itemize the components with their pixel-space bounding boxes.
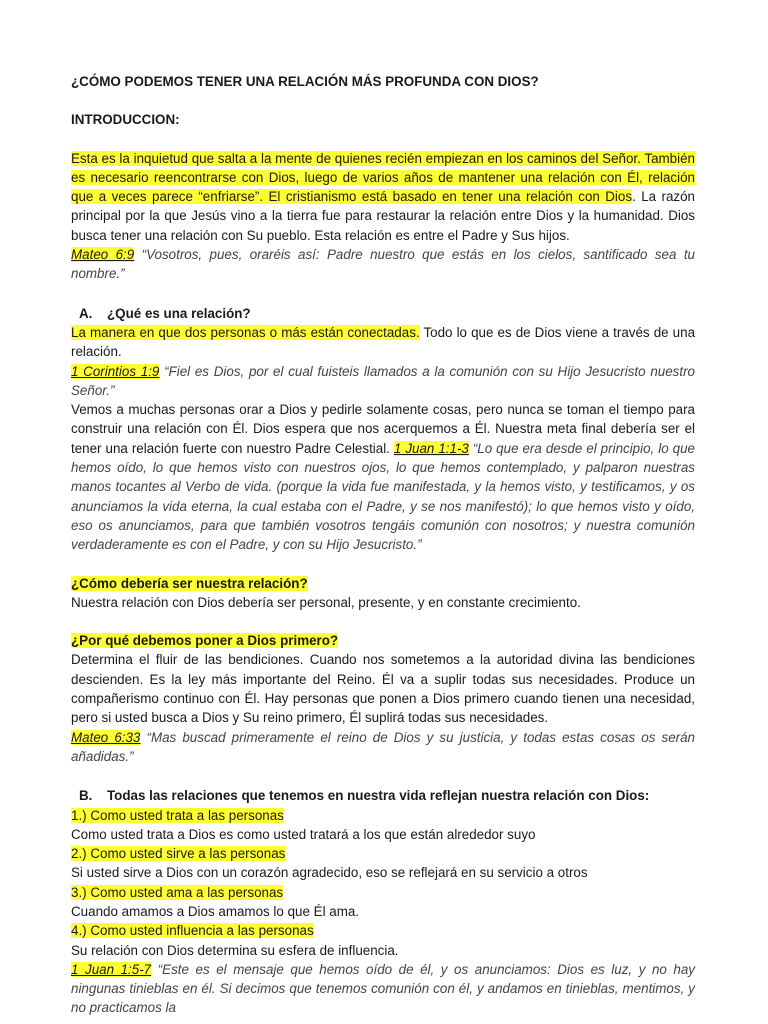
list-item-label: 1.) Como usted trata a las personas — [71, 807, 284, 823]
list-item-text: Su relación con Dios determina su esfera de influencia. — [71, 942, 399, 958]
question-2-verse-text: “Mas buscad primeramente el reino de Dios y su justicia, y todas estas cosas os serán añadidas.” — [71, 729, 696, 764]
section-b-letter: B. — [79, 788, 93, 804]
section-a-verse-1 — [71, 362, 695, 401]
intro-verse — [71, 245, 695, 284]
list-item — [71, 806, 695, 825]
section-b-verse-text: “Este es el mensaje que hemos oído de él, y os anunciamos: Dios es luz, y no hay ningunas tinieblas en él. Si decimos que tenemos comunión con él, y andamos en tinieblas, mentimos, y no practicamos la — [71, 961, 695, 1016]
intro-heading: INTRODUCCION: — [71, 112, 180, 128]
list-item-label: 4.) Como usted influencia a las personas — [71, 923, 314, 939]
page-title: ¿CÓMO PODEMOS TENER UNA RELACIÓN MÁS PROFUNDA CON DIOS? — [71, 74, 539, 89]
section-a-letter: A. — [79, 305, 93, 321]
section-a-verse-2-reference: 1 Juan 1:1-3 — [393, 440, 469, 456]
section-a-heading — [71, 304, 695, 323]
section-a-paragraph-1 — [71, 323, 695, 362]
section-a-text-2: Vemos a muchas personas orar a Dios y pedirle solamente cosas, pero nunca se toman el tiempo para construir una relación con Él. Dios espera que nos acerquemos a Él. Nuestra meta final debería ser el tener una relación fuerte con nuestro Padre Celestial. — [71, 402, 695, 456]
list-item-label: 3.) Como usted ama a las personas — [71, 884, 284, 900]
section-b-verse-reference: 1 Juan 1:5-7 — [71, 961, 152, 977]
section-a-highlighted-text: La manera en que dos personas o más están conectadas. — [71, 324, 420, 340]
intro-verse-reference: Mateo 6:9 — [71, 247, 135, 263]
section-b-verse — [71, 960, 695, 1018]
section-b-heading — [71, 786, 695, 805]
question-2-verse — [71, 728, 695, 767]
list-item — [71, 883, 695, 902]
list-item — [71, 844, 695, 863]
list-item-text: Cuando amamos a Dios amamos lo que Él ama. — [71, 903, 360, 919]
intro-highlighted-text: Esta es la inquietud que salta a la mente de quienes recién empiezan en los caminos del Señor. También es necesario reencontrarse con Dios, luego de varios años de mantener una relación con Él, relación que a veces parece “enfriarse”. El cristianismo está basado en tener una relación con Dios — [71, 150, 695, 205]
list-item — [71, 921, 695, 940]
answer-1: Nuestra relación con Dios debería ser personal, presente, y en constante crecimiento. — [71, 594, 581, 610]
section-a-verse-1-reference: 1 Corintios 1:9 — [71, 363, 160, 379]
list-item-label: 2.) Como usted sirve a las personas — [71, 846, 286, 862]
section-a-verse-1-text: “Fiel es Dios, por el cual fuisteis llamados a la comunión con su Hijo Jesucristo nuestro Señor.” — [71, 363, 695, 398]
question-1: ¿Cómo debería ser nuestra relación? — [71, 575, 308, 591]
question-2: ¿Por qué debemos poner a Dios primero? — [71, 633, 339, 649]
intro-text: . La razón principal por la que Jesús vino a la tierra fue para restaurar la relación entre Dios y la humanidad. Dios busca tener una relación con Su pueblo. Esta relación es entre el Padre y Sus hijos. — [71, 189, 695, 243]
intro-verse-text: “Vosotros, pues, oraréis así: Padre nuestro que estás en los cielos, santificado sea tu nombre.” — [71, 247, 695, 282]
question-2-verse-reference: Mateo 6:33 — [71, 729, 141, 745]
answer-2: Determina el fluir de las bendiciones. Cuando nos sometemos a la autoridad divina las bendiciones descienden. Es la ley más importante del Reino. Él va a suplir todas sus necesidades. Produce un compañerismo continuo con Él. Hay personas que ponen a Dios primero cuando tienen una necesidad, pero si usted busca a Dios y Su reino primero, Él suplirá todas sus necesidades. — [71, 652, 695, 726]
section-a-title: ¿Qué es una relación? — [107, 305, 251, 321]
list-item-text: Como usted trata a Dios es como usted tratará a los que están alrededor suyo — [71, 826, 536, 842]
section-a-text-1: Todo lo que es de Dios viene a través de una relación. — [71, 324, 696, 360]
document-body — [71, 72, 695, 1018]
list-item-text: Si usted sirve a Dios con un corazón agradecido, eso se reflejará en su servicio a otros — [71, 865, 588, 881]
section-b-title: Todas las relaciones que tenemos en nuestra vida reflejan nuestra relación con Dios: — [107, 788, 650, 804]
intro-paragraph — [71, 149, 695, 245]
section-a-verse-2-text: “Lo que era desde el principio, lo que hemos oído, lo que hemos visto con nuestros ojos, lo que hemos contemplado, y palparon nuestras manos tocantes al Verbo de vida. (porque la vida fue manifestada, y la hemos visto, y testificamos, y os anunciamos la vida eterna, la cual estaba con el Padre, y se nos manifestó); lo que hemos visto y oído, eso os anunciamos, para que también vosotros tengáis comunión con nosotros; y nuestra comunión verdaderamente es con el Padre, y con su Hijo Jesucristo.” — [71, 440, 695, 553]
section-a-paragraph-2 — [71, 400, 695, 554]
